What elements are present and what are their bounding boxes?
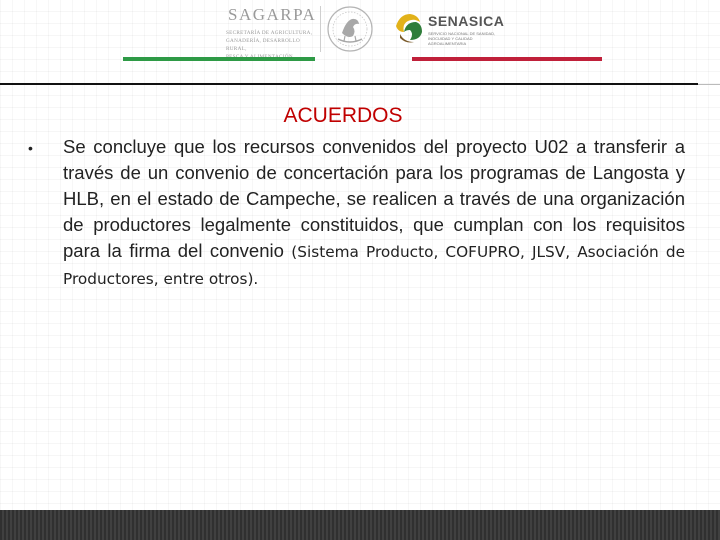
senasica-subtitle-line: INOCUIDAD Y CALIDAD [428, 36, 473, 41]
slide-title: ACUERDOS [283, 104, 403, 127]
agreement-parenthetical: (Sistema Producto, COFUPRO, JLSV, Asociación de Productores, entre otros). [63, 243, 686, 288]
bullet-marker: • [28, 140, 33, 156]
header-rule [0, 83, 698, 85]
sagarpa-logo-name: SAGARPA [228, 5, 317, 24]
mexico-coat-of-arms-icon [322, 3, 378, 55]
senasica-subtitle-line: AGROALIMENTARIA [428, 41, 467, 46]
senasica-subtitle-line: SERVICIO NACIONAL DE SANIDAD, [428, 31, 496, 36]
sagarpa-subtitle-line: SECRETARÍA DE AGRICULTURA, [226, 30, 313, 36]
agreement-text: Se concluye que los recursos convenidos del proyecto U02 a transferir a través de un convenio de concertación para los programas de Langosta y HLB, en el estado de Campeche, se realicen a través de una organización de productores legalmente constituidos, que cumplan con los requisitos para la firma del convenio [63, 136, 685, 261]
senasica-logo-icon [392, 8, 426, 46]
green-accent-stripe [123, 57, 315, 61]
senasica-subtitle [428, 31, 508, 46]
bullet-text [63, 134, 685, 292]
slide-header [0, 0, 720, 86]
red-accent-stripe [412, 57, 602, 61]
header-divider [320, 6, 321, 52]
sagarpa-subtitle-line: GANADERÍA, DESARROLLO RURAL, [226, 38, 301, 52]
footer-bar [0, 510, 720, 540]
senasica-logo-name: SENASICA [428, 13, 505, 29]
header-rule-tail [698, 84, 720, 85]
